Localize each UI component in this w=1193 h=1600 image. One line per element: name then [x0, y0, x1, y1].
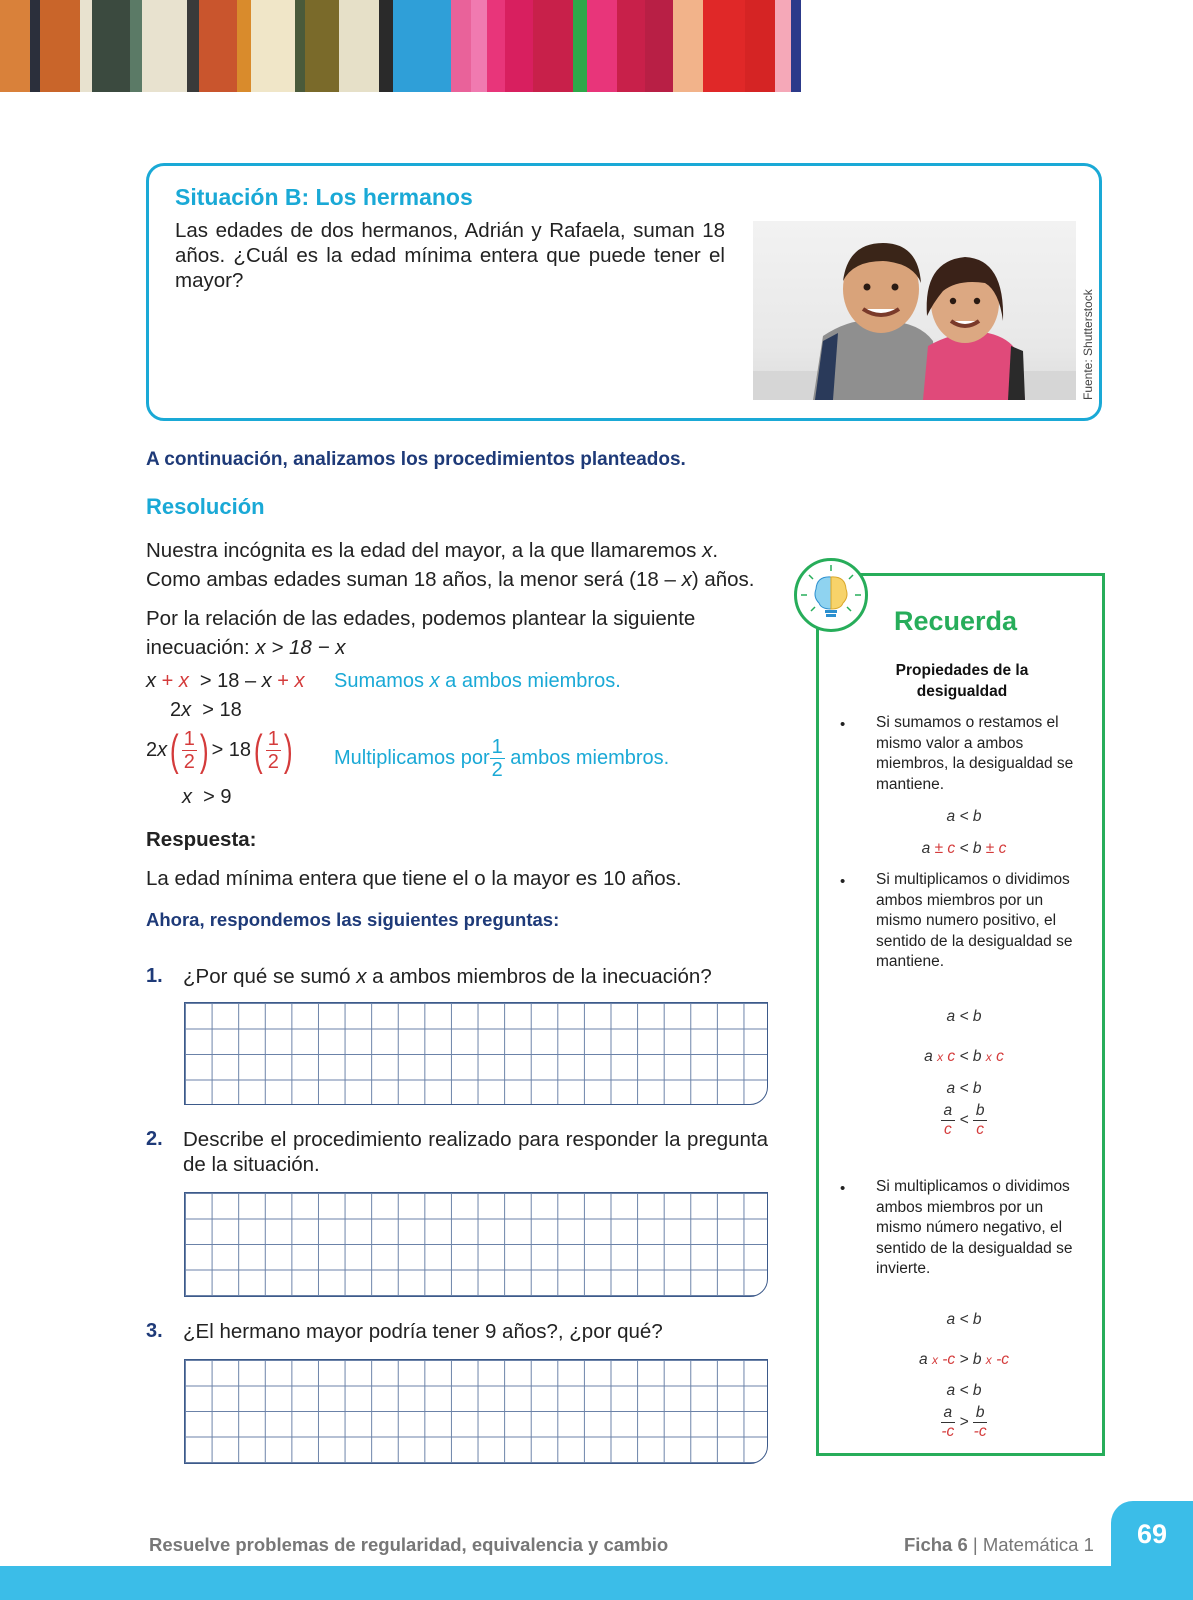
- banner-stripe: [130, 0, 142, 92]
- question-2-text: Describe el procedimiento realizado para responder la pregunta de la situación.: [183, 1128, 768, 1176]
- banner-stripe: [587, 0, 617, 92]
- question-1-number: 1.: [146, 965, 163, 987]
- banner-stripe: [573, 0, 587, 92]
- footer-bar: [0, 1566, 1193, 1600]
- answer-grid-2[interactable]: [184, 1192, 768, 1297]
- property-3-formula-a: a < b: [946, 1311, 982, 1328]
- property-1-formula-a: a < b: [946, 808, 982, 825]
- property-2-text: Si multiplicamos o dividimos ambos miembros por un mismo numero positivo, el sentido de la desigualdad se mantiene.: [876, 871, 1073, 970]
- siblings-photo: [753, 221, 1076, 400]
- banner-stripe: [451, 0, 471, 92]
- property-2-formula-a: a < b: [946, 1008, 982, 1025]
- banner-stripe: [703, 0, 745, 92]
- resolution-heading: Resolución: [146, 494, 265, 519]
- banner-stripe: [251, 0, 295, 92]
- property-2-formula-d: $\frac{a}{c}$ < $\frac{b}{c}$: [876, 1102, 1052, 1139]
- bullet-2: •: [840, 873, 846, 890]
- banner-stripe: [92, 0, 130, 92]
- question-1-text: ¿Por qué se sumó x a ambos miembros de la inecuación?: [183, 965, 712, 988]
- intro-heading: A continuación, analizamos los procedimientos planteados.: [146, 449, 686, 470]
- step-3-note: Multiplicamos por $\frac{1}{2}$ ambos miembros.: [334, 736, 670, 781]
- banner-stripe: [295, 0, 305, 92]
- banner-stripe: [673, 0, 703, 92]
- situation-title: Situación B: Los hermanos: [175, 184, 473, 210]
- answer-label: Respuesta:: [146, 828, 257, 851]
- step-3-equation: 2x( $\frac{1}{2}$ ) > 18( $\frac{1}{2}$ ): [146, 725, 293, 775]
- banner-stripe: [393, 0, 451, 92]
- resolution-paragraph-2: Por la relación de las edades, podemos plantear la siguiente inecuación: x > 18 − x: [146, 607, 696, 659]
- recuerda-title: Recuerda: [894, 606, 1018, 636]
- answer-grid-1[interactable]: [184, 1002, 768, 1105]
- question-3-number: 3.: [146, 1320, 163, 1342]
- question-2-number: 2.: [146, 1128, 163, 1150]
- page-number: 69: [1136, 1519, 1168, 1549]
- bullet-3: •: [840, 1180, 846, 1197]
- banner-stripe: [80, 0, 92, 92]
- resolution-paragraph-1: Nuestra incógnita es la edad del mayor, a la que llamaremos x. Como ambas edades suman 18 años, la menor será (18 – x) años.: [146, 539, 755, 591]
- banner-stripe: [40, 0, 80, 92]
- banner-stripe: [487, 0, 505, 92]
- children-illustration: [753, 221, 1076, 400]
- banner-stripe: [645, 0, 673, 92]
- banner-stripe: [471, 0, 487, 92]
- property-1-text: Si sumamos o restamos el mismo valor a ambos miembros, la desigualdad se mantiene.: [876, 714, 1074, 793]
- banner-stripe: [745, 0, 775, 92]
- property-3-text: Si multiplicamos o dividimos ambos miembros por un mismo número negativo, el sentido de la desigualdad se invierte.: [876, 1178, 1073, 1277]
- banner-stripe: [379, 0, 393, 92]
- step-1-equation: x + x > 18 – x + x: [146, 670, 305, 692]
- property-3-formula-c: a < b: [946, 1382, 982, 1399]
- banner-stripe: [533, 0, 573, 92]
- photo-credit: Fuente: Shutterstock: [1081, 289, 1095, 400]
- step-4-equation: x > 9: [182, 786, 232, 808]
- banner-stripe: [237, 0, 251, 92]
- banner-stripe: [305, 0, 339, 92]
- question-3-text: ¿El hermano mayor podría tener 9 años?, ¿por qué?: [183, 1320, 663, 1343]
- footer-competency: Resuelve problemas de regularidad, equivalencia y cambio: [149, 1534, 669, 1555]
- banner-stripe: [339, 0, 379, 92]
- property-3-formula-d: $\frac{a}{-c}$ > $\frac{b}{-c}$: [941, 1404, 987, 1440]
- situation-text: Las edades de dos hermanos, Adrián y Rafaela, suman 18 años. ¿Cuál es la edad mínima entera que puede tener el mayor?: [175, 219, 725, 292]
- situation-box: [146, 163, 1102, 421]
- brain-lightbulb-icon: [794, 558, 868, 632]
- banner-stripe: [0, 0, 30, 92]
- questions-heading: Ahora, respondemos las siguientes preguntas:: [146, 909, 560, 930]
- answer-text: La edad mínima entera que tiene el o la mayor es 10 años.: [146, 867, 682, 890]
- banner-stripe: [617, 0, 645, 92]
- footer-course: Ficha 6 | Matemática 1: [904, 1534, 1094, 1555]
- property-2-formula-b: a x c < b x c: [924, 1048, 1004, 1065]
- answer-grid-3[interactable]: [184, 1359, 768, 1464]
- property-3-formula-b: a x -c > b x -c: [919, 1351, 1009, 1368]
- banner-stripe: [791, 0, 801, 92]
- banner-stripe: [199, 0, 237, 92]
- property-1-formula-b: a ± c < b ± c: [921, 840, 1007, 857]
- bullet-1: •: [840, 716, 846, 733]
- recuerda-subtitle: Propiedades de la desigualdad: [895, 662, 1029, 700]
- banner-stripe: [30, 0, 40, 92]
- banner-stripe: [775, 0, 791, 92]
- step-2-equation: 2x > 18: [170, 699, 242, 721]
- banner-stripe: [142, 0, 187, 92]
- banner-stripe: [505, 0, 533, 92]
- property-2-formula-c: a < b: [946, 1080, 982, 1097]
- header-banner: [0, 0, 1193, 92]
- step-1-note: Sumamos x a ambos miembros.: [334, 670, 621, 692]
- banner-stripe: [187, 0, 199, 92]
